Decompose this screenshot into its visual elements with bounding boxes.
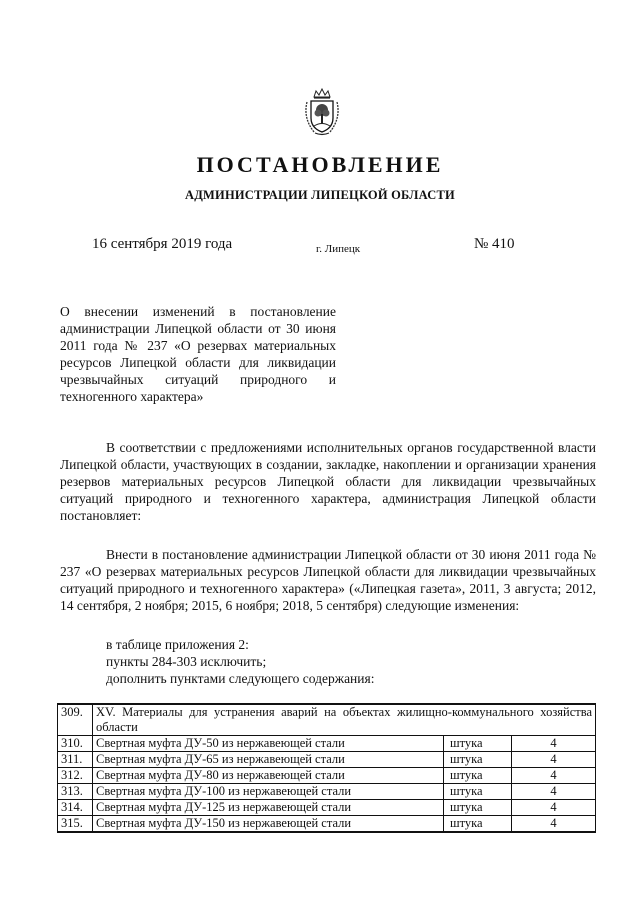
item-name: Свертная муфта ДУ-80 из нержавеющей стали bbox=[93, 768, 444, 784]
row-number: 313. bbox=[58, 784, 93, 800]
table-row bbox=[58, 752, 596, 768]
item-quantity: 4 bbox=[512, 800, 596, 816]
row-number: 312. bbox=[58, 768, 93, 784]
table-row bbox=[58, 784, 596, 800]
page-subtitle: АДМИНИСТРАЦИИ ЛИПЕЦКОЙ ОБЛАСТИ bbox=[185, 188, 455, 202]
materials-table bbox=[57, 703, 596, 833]
coat-of-arms-icon bbox=[302, 88, 342, 138]
item-quantity: 4 bbox=[512, 784, 596, 800]
item-unit: штука bbox=[444, 800, 512, 816]
item-name: Свертная муфта ДУ-150 из нержавеющей стали bbox=[93, 816, 444, 833]
amendment-line: дополнить пунктами следующего содержания: bbox=[106, 671, 375, 686]
item-quantity: 4 bbox=[512, 768, 596, 784]
item-quantity: 4 bbox=[512, 736, 596, 752]
table-row bbox=[58, 768, 596, 784]
row-number: 315. bbox=[58, 816, 93, 833]
amendment-line: в таблице приложения 2: bbox=[106, 637, 249, 652]
preamble-paragraph: В соответствии с предложениями исполнительных органов государственной власти Липецкой области, участвующих в создании, закладке, накоплении и организации хранения резервов материальных ресурсов Липецкой области для ликвидации чрезвычайных ситуаций природного и техногенного характера, администрация Липецкой области постановляет: bbox=[60, 440, 596, 523]
document-subject: О внесении изменений в постановление администрации Липецкой области от 30 июня 2011 года № 237 «О резервах материальных ресурсов Липецкой области для ликвидации чрезвычайных ситуаций природного и техногенного характера» bbox=[60, 304, 336, 404]
row-number: 310. bbox=[58, 736, 93, 752]
item-unit: штука bbox=[444, 784, 512, 800]
row-number: 309. bbox=[58, 704, 93, 736]
document-number: № 410 bbox=[474, 236, 515, 252]
table-section-row bbox=[58, 704, 596, 736]
item-unit: штука bbox=[444, 816, 512, 833]
row-number: 314. bbox=[58, 800, 93, 816]
row-number: 311. bbox=[58, 752, 93, 768]
amendment-line: пункты 284-303 исключить; bbox=[106, 654, 267, 669]
table-row bbox=[58, 816, 596, 833]
item-quantity: 4 bbox=[512, 752, 596, 768]
item-unit: штука bbox=[444, 768, 512, 784]
table-row bbox=[58, 800, 596, 816]
page-title: ПОСТАНОВЛЕНИЕ bbox=[196, 152, 444, 177]
item-name: Свертная муфта ДУ-125 из нержавеющей стали bbox=[93, 800, 444, 816]
item-name: Свертная муфта ДУ-50 из нержавеющей стали bbox=[93, 736, 444, 752]
section-title: XV. Материалы для устранения аварий на объектах жилищно-коммунального хозяйства области bbox=[93, 704, 596, 736]
item-name: Свертная муфта ДУ-65 из нержавеющей стали bbox=[93, 752, 444, 768]
document-city: г. Липецк bbox=[316, 243, 361, 255]
item-unit: штука bbox=[444, 752, 512, 768]
document-date: 16 сентября 2019 года bbox=[92, 236, 233, 252]
item-name: Свертная муфта ДУ-100 из нержавеющей стали bbox=[93, 784, 444, 800]
item-quantity: 4 bbox=[512, 816, 596, 833]
item-unit: штука bbox=[444, 736, 512, 752]
table-row bbox=[58, 736, 596, 752]
amendment-paragraph: Внести в постановление администрации Липецкой области от 30 июня 2011 года № 237 «О резервах материальных ресурсов Липецкой области для ликвидации чрезвычайных ситуаций природного и техногенного характера» («Липецкая газета», 2011, 3 августа; 2012, 14 сентября, 2 ноября; 2015, 6 ноября; 2018, 5 сентября) следующие изменения: bbox=[60, 547, 596, 613]
